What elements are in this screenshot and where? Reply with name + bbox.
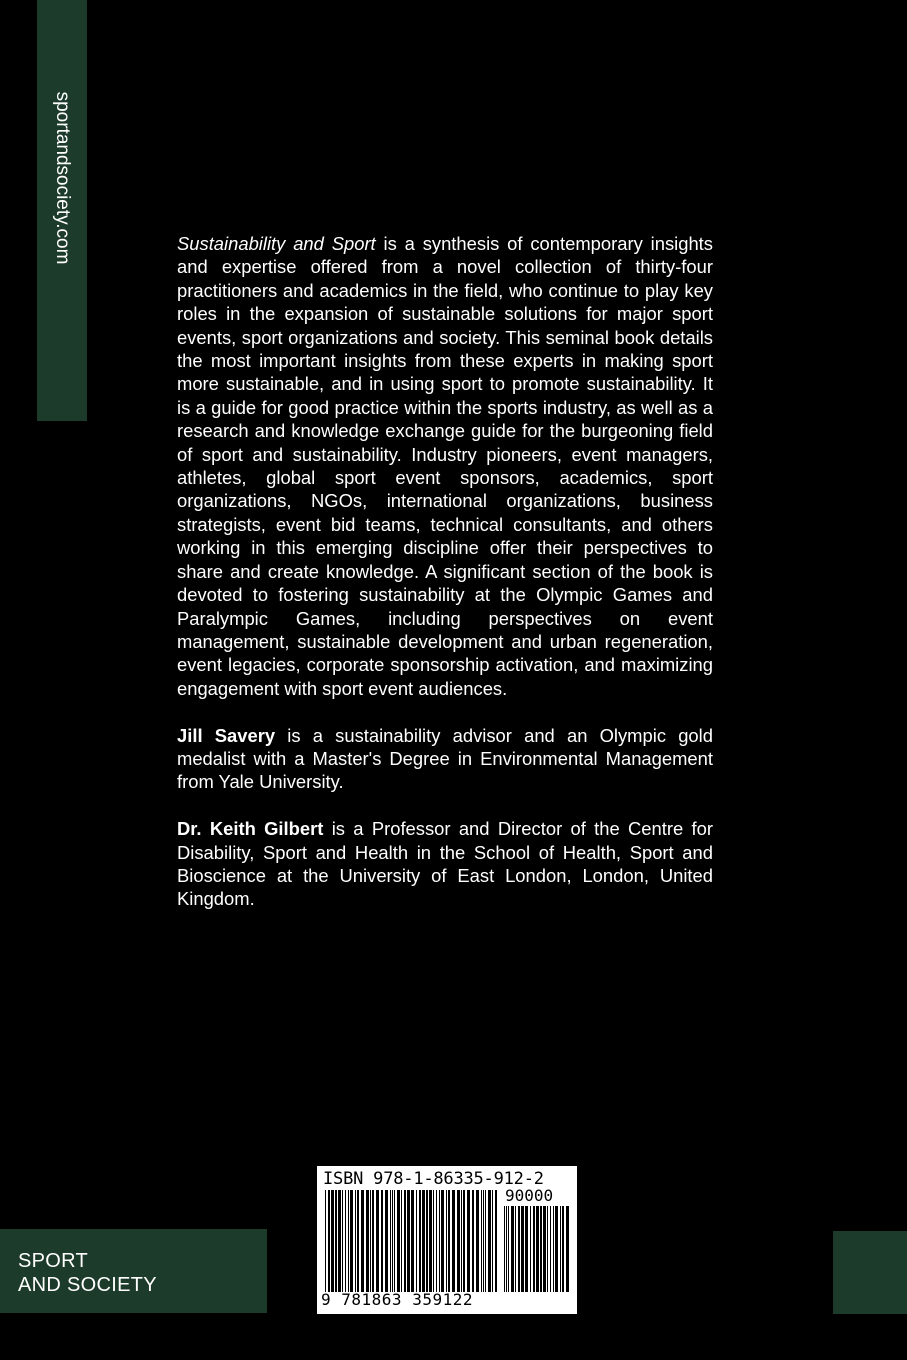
barcode-bar — [495, 1190, 497, 1292]
author-bio-1 — [177, 724, 713, 794]
barcode-bar — [439, 1190, 440, 1292]
barcode-bar — [372, 1190, 374, 1292]
barcode-bar — [392, 1190, 393, 1292]
price-code: 90000 — [505, 1186, 554, 1205]
barcode-bar — [485, 1190, 486, 1292]
series-line-2: AND SOCIETY — [18, 1274, 157, 1296]
barcode-bar — [457, 1190, 460, 1292]
barcode-bar — [357, 1190, 359, 1292]
barcode-bar — [411, 1190, 414, 1292]
barcode-bar — [476, 1190, 479, 1292]
barcode-bar — [461, 1190, 462, 1292]
barcode-bar — [429, 1190, 432, 1292]
barcode-bar — [394, 1190, 395, 1292]
barcode-bar — [390, 1190, 391, 1292]
barcode-digits: 9 781863 359122 — [321, 1290, 473, 1309]
barcode-bar — [543, 1206, 546, 1292]
barcode-bar — [540, 1206, 542, 1292]
barcode-bar — [407, 1190, 410, 1292]
barcode-bar — [525, 1206, 528, 1292]
barcode-bar — [446, 1190, 447, 1292]
author-bio-text-1: is a sustainability advisor and an Olympic gold medalist with a Master's Degree in Environmental Management from Yale University. — [177, 724, 713, 793]
barcode-bar — [448, 1190, 450, 1292]
barcode-bar — [463, 1190, 465, 1292]
barcode-bar — [518, 1206, 520, 1292]
barcode-bar — [401, 1190, 402, 1292]
barcode-bar — [515, 1206, 516, 1292]
series-name — [18, 1249, 157, 1297]
description-text: is a synthesis of contemporary insights and expertise offered from a novel collection of thirty-four practitioners and academics in the field, who continue to play key roles in the expansion of sustainable solutions for major sport events, sport organizations and society. This seminal book details the most important insights from these experts in making sport more sustainable, and in using sport to promote sustainability. It is a guide for good practice within the sports industry, as well as a research and knowledge exchange guide for the burgeoning field of sport and sustainability. Industry pioneers, event managers, athletes, global sport event sponsors, academics, sport organizations, NGOs, international organizations, business strategists, event bid teams, technical consultants, and others working in this emerging discipline offer their perspectives to share and create knowledge. A significant section of the book is devoted to fostering sustainability at the Olympic Games and Paralympic Games, including perspectives on event management, sustainable development and urban regeneration, event legacies, corporate sponsorship activation, and maximizing engagement with sport event audiences. — [177, 233, 713, 699]
barcode-bar — [536, 1206, 539, 1292]
barcode-bar — [555, 1206, 558, 1292]
barcode-bar — [404, 1190, 406, 1292]
barcode-bar — [483, 1190, 484, 1292]
barcode-bar — [467, 1190, 470, 1292]
author-name-2: Dr. Keith Gilbert — [177, 818, 324, 840]
barcode-bar — [436, 1190, 437, 1292]
barcode-bar — [472, 1190, 474, 1292]
barcode-bar — [342, 1190, 343, 1292]
barcode-bar — [328, 1190, 330, 1292]
barcode-bar — [376, 1190, 379, 1292]
barcode-bar — [422, 1190, 425, 1292]
barcode-bar — [492, 1190, 493, 1292]
barcode-bar — [335, 1190, 337, 1292]
barcode-bar — [547, 1206, 548, 1292]
barcode-bar — [441, 1190, 444, 1292]
barcode-bar — [481, 1190, 482, 1292]
barcode-bar — [416, 1190, 417, 1292]
barcode-bar — [533, 1206, 535, 1292]
barcode-bar — [348, 1190, 349, 1292]
barcode-bar — [433, 1190, 434, 1292]
barcode-bar — [419, 1190, 421, 1292]
barcode-bar — [426, 1190, 428, 1292]
barcode-bar — [355, 1190, 356, 1292]
author-bio-2 — [177, 817, 713, 911]
barcode-bar — [361, 1190, 364, 1292]
barcode-bar — [530, 1206, 531, 1292]
barcode-bar — [550, 1206, 551, 1292]
barcode-bar — [504, 1206, 505, 1292]
barcode-bar — [331, 1190, 334, 1292]
barcode-bar — [385, 1190, 388, 1292]
barcode-bar — [560, 1206, 561, 1292]
barcode-bar — [397, 1190, 400, 1292]
barcode-bar — [553, 1206, 554, 1292]
barcode-bar — [381, 1190, 383, 1292]
barcode-bar — [366, 1190, 369, 1292]
barcode-bar — [350, 1190, 353, 1292]
back-cover-text — [177, 232, 713, 934]
barcode-bar — [488, 1190, 491, 1292]
barcode-bar — [338, 1190, 341, 1292]
author-name-1: Jill Savery — [177, 724, 276, 746]
series-label-box — [0, 1229, 267, 1313]
barcode-bar — [566, 1206, 569, 1292]
author-bio-text-2: is a Professor and Director of the Centre for Disability, Sport and Health in the School of Health, Sport and Bioscience at the University of East London, London, United Kingdom. — [177, 818, 713, 910]
isbn-barcode — [317, 1166, 577, 1314]
barcode-bar — [452, 1190, 455, 1292]
barcode-bar — [511, 1206, 514, 1292]
series-line-1: SPORT — [18, 1250, 89, 1272]
book-description — [177, 232, 713, 700]
barcode-bar — [521, 1206, 524, 1292]
barcode-bar — [345, 1190, 346, 1292]
barcode-bar — [325, 1190, 326, 1292]
book-title: Sustainability and Sport — [177, 233, 376, 254]
website-url[interactable]: sportandsociety.com — [52, 91, 73, 265]
isbn-number: ISBN 978-1-86335-912-2 — [323, 1169, 544, 1189]
barcode-bar — [508, 1206, 509, 1292]
barcode-bar — [506, 1206, 507, 1292]
barcode-bar — [562, 1206, 564, 1292]
barcode-bar — [370, 1190, 371, 1292]
corner-green-block — [833, 1231, 907, 1314]
